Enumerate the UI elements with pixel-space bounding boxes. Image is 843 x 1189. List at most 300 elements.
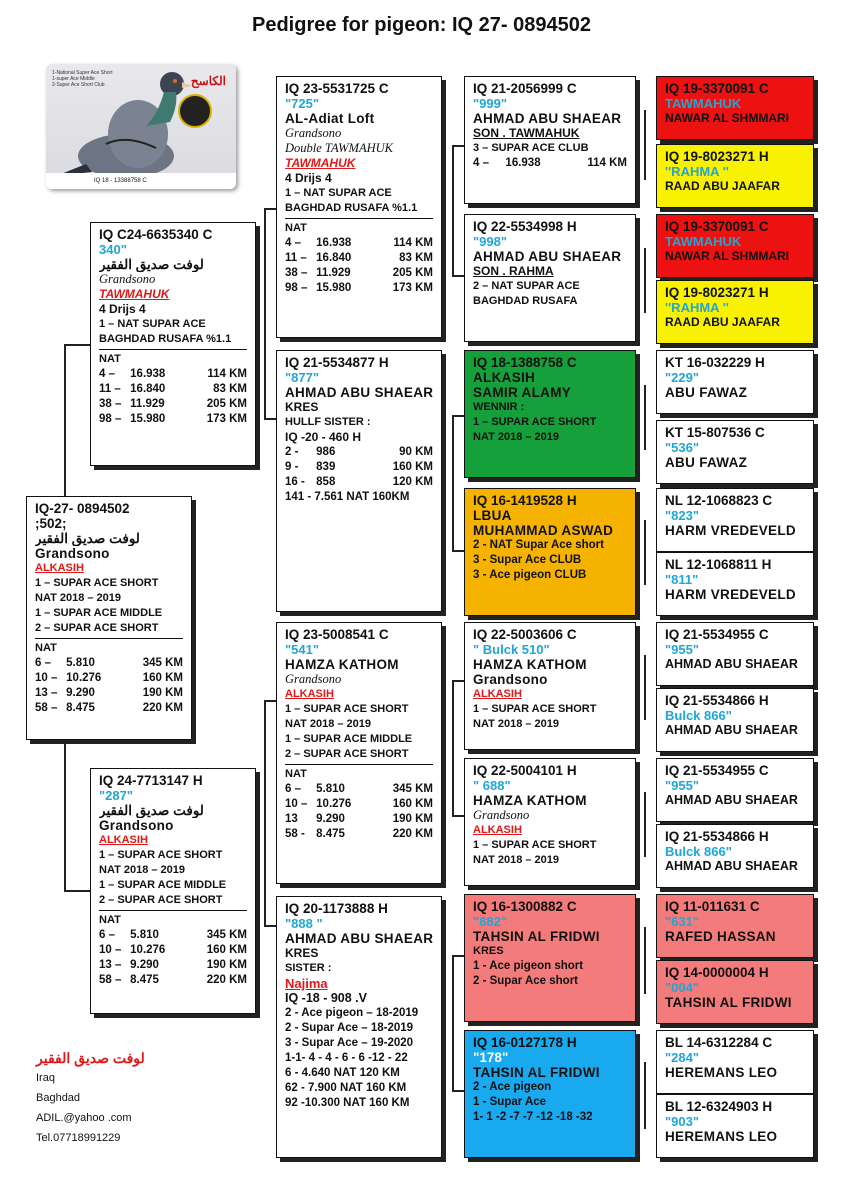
pigeon-code: "888 " <box>285 916 323 931</box>
pigeon-name: AHMAD ABU SHAEAR <box>473 111 622 126</box>
pigeon-name: TAHSIN AL FRIDWI <box>473 929 600 944</box>
photo-line: 1-National Super Ace Short <box>52 70 113 76</box>
ring-number: KT 15-807536 C <box>665 425 765 440</box>
result: 2 - Supar Ace – 18-2019 <box>285 1022 414 1034</box>
gen4-card[interactable] <box>656 894 814 958</box>
sister-label: HULLF SISTER : <box>285 416 371 428</box>
coef: 5.810 <box>316 783 345 795</box>
result: 2 – SUPAR ACE SHORT <box>99 894 223 906</box>
nat-label: NAT <box>99 353 121 365</box>
nat-label: NAT <box>285 768 307 780</box>
dist: 205 KM <box>206 398 247 410</box>
pigeon-owner: HEREMANS LEO <box>665 1129 778 1144</box>
result: 1 – SUPAR ACE SHORT <box>35 577 159 589</box>
rank: 11 – <box>99 383 121 395</box>
gen4-card[interactable] <box>656 552 814 616</box>
nat-row <box>99 367 247 382</box>
result: NAT 2018 – 2019 <box>473 854 560 866</box>
gen4-card[interactable] <box>656 420 814 484</box>
result: 2 – NAT SUPAR ACE <box>473 280 580 292</box>
gen3-card[interactable] <box>464 488 636 616</box>
pigeon-code: "998" <box>473 234 508 249</box>
coef: 5.810 <box>130 929 159 941</box>
coef: 16.938 <box>505 157 541 169</box>
connector <box>264 208 276 210</box>
gen4-card[interactable] <box>656 76 814 140</box>
pigeon-owner: AHMAD ABU SHAEAR <box>665 657 798 671</box>
result: NAT 2018 – 2019 <box>473 431 560 443</box>
ring-number: BL 14-6312284 C <box>665 1035 773 1050</box>
dist: 220 KM <box>142 702 183 714</box>
nat-row <box>99 973 247 988</box>
ring-number: IQ-27- 0894502 <box>35 501 130 516</box>
result: BAGHDAD RUSAFA %1.1 <box>285 202 418 214</box>
pigeon-code: "903" <box>665 1114 700 1129</box>
connector <box>644 792 646 857</box>
pigeon-code: 340" <box>99 242 127 257</box>
dist: 205 KM <box>392 267 433 279</box>
ring-number: IQ 23-5008541 C <box>285 627 389 642</box>
pigeon-owner: TAHSIN AL FRIDWI <box>665 995 792 1010</box>
pigeon-name: LBUA <box>473 508 512 523</box>
loft-name: لوفت صديق الفقير <box>99 257 204 272</box>
pigeon-code: "536" <box>665 440 700 455</box>
line-name: TAWMAHUK <box>99 287 170 301</box>
nat-row <box>99 397 247 412</box>
pigeon-name: HAMZA KATHOM <box>285 657 399 672</box>
gen3-card[interactable] <box>464 76 636 204</box>
pigeon-owner: AHMAD ABU SHAEAR <box>665 793 798 807</box>
pigeon-code: "955" <box>665 778 700 793</box>
coef: 9.290 <box>316 813 345 825</box>
nat-row <box>99 412 247 427</box>
ring-number: IQ 21-5534877 H <box>285 355 389 370</box>
gen4-card[interactable] <box>656 1094 814 1158</box>
relation: Grandsono <box>473 672 548 687</box>
gen4-card[interactable] <box>656 960 814 1024</box>
ring-number: IQ 24-7713147 H <box>99 773 203 788</box>
relation: Grandsono <box>285 672 342 686</box>
result: 1 – SUPAR ACE SHORT <box>473 416 597 428</box>
connector <box>644 1062 646 1129</box>
nat-row <box>35 671 183 686</box>
coef: 839 <box>316 461 336 473</box>
line-name: ALKASIH <box>99 834 148 846</box>
divider <box>99 910 247 911</box>
rank: 16 - <box>285 476 305 488</box>
ring-number: IQ 11-011631 C <box>665 899 760 914</box>
result: 1-1- 4 - 4 - 6 - 6 -12 - 22 <box>285 1052 408 1064</box>
ring-number: IQ C24-6635340 C <box>99 227 213 242</box>
nat-row <box>285 266 433 281</box>
ring-number: IQ 23-5531725 C <box>285 81 389 96</box>
ring-number: IQ 21-5534955 C <box>665 763 769 778</box>
result: 1- 1 -2 -7 -7 -12 -18 -32 <box>473 1111 593 1123</box>
pigeon-code: "882" <box>473 914 508 929</box>
rank: 58 – <box>99 974 122 986</box>
pigeon-code: "287" <box>99 788 134 803</box>
rank: 58 – <box>35 702 58 714</box>
result: 2 - Ace pigeon – 18-2019 <box>285 1007 419 1019</box>
connector <box>644 655 646 720</box>
ring-number: IQ 19-3370091 C <box>665 219 769 234</box>
result: 2 - NAT Supar Ace short <box>473 539 604 551</box>
dist: 114 KM <box>587 157 627 169</box>
pigeon-owner: ABU FAWAZ <box>665 385 748 400</box>
ring-number: BL 12-6324903 H <box>665 1099 773 1114</box>
rank: 10 – <box>35 672 58 684</box>
pigeon-name: HAMZA KATHOM <box>473 793 587 808</box>
relation: Grandsono <box>99 818 174 833</box>
result: 1 – SUPAR ACE SHORT <box>473 839 597 851</box>
coef: 10.276 <box>316 798 352 810</box>
pigeon-owner: SAMIR ALAMY <box>473 385 572 400</box>
ring-number: IQ 18-1388758 C <box>473 355 577 370</box>
dist: 345 KM <box>142 657 183 669</box>
rank: 13 – <box>99 959 122 971</box>
rank: 4 – <box>99 368 115 380</box>
dist: 160 KM <box>392 798 433 810</box>
result: 92 -10.300 NAT 160 KM <box>285 1097 410 1109</box>
result: 1 - Ace pigeon short <box>473 960 584 972</box>
ring-number: IQ 19-8023271 H <box>665 149 769 164</box>
line-name: Double TAWMAHUK <box>285 141 393 155</box>
rank: 98 – <box>285 282 308 294</box>
gen4-card[interactable] <box>656 688 814 752</box>
connector <box>264 925 276 927</box>
line-name: TAWMAHUK <box>285 156 356 170</box>
pigeon-name: AHMAD ABU SHAEAR <box>285 931 433 946</box>
drijs: 4 Drijs 4 <box>285 171 332 185</box>
ring-number: IQ 19-8023271 H <box>665 285 769 300</box>
result: 2 – SUPAR ACE SHORT <box>285 748 409 760</box>
result: 6 - 4.640 NAT 120 KM <box>285 1067 400 1079</box>
drijs: 4 Drijs 4 <box>99 302 146 316</box>
son-of: SON . RAHMA <box>473 264 554 278</box>
result: 1 – NAT SUPAR ACE <box>285 187 392 199</box>
gen4-card[interactable] <box>656 280 814 344</box>
connector <box>452 955 464 957</box>
ring-number: IQ 20-1173888 H <box>285 901 388 916</box>
connector <box>452 955 454 1090</box>
coef: 11.929 <box>316 267 351 279</box>
sister-name: Najima <box>285 976 328 991</box>
pigeon-code: " Bulck 510" <box>473 642 550 657</box>
nat-row <box>285 281 433 296</box>
coef: 16.840 <box>316 252 352 264</box>
pigeon-name: HAMZA KATHOM <box>473 657 587 672</box>
gen4-card[interactable] <box>656 622 814 686</box>
gen3-card[interactable] <box>464 758 636 886</box>
nat-label: NAT <box>285 222 307 234</box>
pigeon-code: "284" <box>665 1050 700 1065</box>
relation: Grandsono <box>285 126 342 140</box>
contact-info <box>36 1048 145 1148</box>
result: 3 - Ace pigeon CLUB <box>473 569 587 581</box>
connector <box>644 110 646 180</box>
coef: 8.475 <box>66 702 95 714</box>
connector <box>452 145 464 147</box>
connector <box>452 550 464 552</box>
nat-row <box>285 797 433 812</box>
pigeon-photo <box>46 64 236 189</box>
gen4-card[interactable] <box>656 1030 814 1094</box>
result: 141 - 7.561 NAT 160KM <box>285 491 410 503</box>
rank: 6 – <box>35 657 51 669</box>
gen4-card[interactable] <box>656 144 814 208</box>
dam-card[interactable] <box>90 768 256 1014</box>
result: 2 – SUPAR ACE SHORT <box>35 622 159 634</box>
pigeon-owner: RAAD ABU JAAFAR <box>665 315 780 329</box>
pigeon-owner: RAAD ABU JAAFAR <box>665 179 780 193</box>
grandsire-maternal-card[interactable] <box>276 622 442 884</box>
dist: 160 KM <box>142 672 183 684</box>
rank: 10 – <box>99 944 122 956</box>
photo-line: 2-Super Ace Short Club <box>52 82 105 88</box>
nat-row <box>99 958 247 973</box>
pigeon-code: "541" <box>285 642 320 657</box>
connector <box>452 1090 464 1092</box>
son-of: SON . TAWMAHUK <box>473 126 580 140</box>
ring-number: IQ 14-0000004 H <box>665 965 769 980</box>
coef: 15.980 <box>316 282 352 294</box>
nat-row <box>35 656 183 671</box>
sister-ring: IQ -20 - 460 H <box>285 430 362 444</box>
connector <box>452 415 454 550</box>
pigeon-code: "725" <box>285 96 320 111</box>
connector <box>264 208 266 418</box>
dist: 173 KM <box>206 413 247 425</box>
pigeon-owner: HARM VREDEVELD <box>665 523 796 538</box>
coef: 9.290 <box>130 959 159 971</box>
kres: KRES <box>285 400 319 414</box>
result: KRES <box>473 945 504 957</box>
granddam-paternal-card[interactable] <box>276 350 442 612</box>
ring-number: IQ 22-5003606 C <box>473 627 577 642</box>
sister-label: SISTER : <box>285 962 332 974</box>
rank: 11 – <box>285 252 307 264</box>
divider <box>285 218 433 219</box>
pigeon-code: "999" <box>473 96 508 111</box>
result: 2 - Supar Ace short <box>473 975 579 987</box>
kres: KRES <box>285 946 319 960</box>
result: 1 – NAT SUPAR ACE <box>99 318 206 330</box>
pigeon-code: TAWMAHUK <box>665 234 742 249</box>
dist: 114 KM <box>207 368 247 380</box>
connector <box>452 680 454 815</box>
page-title: Pedigree for pigeon: IQ 27- 0894502 <box>251 14 591 36</box>
dist: 114 KM <box>393 237 433 249</box>
result: NAT 2018 – 2019 <box>35 592 122 604</box>
dist: 220 KM <box>206 974 247 986</box>
connector <box>64 344 66 496</box>
nat-row <box>285 475 433 490</box>
ring-number: IQ 21-2056999 C <box>473 81 577 96</box>
dist: 190 KM <box>206 959 247 971</box>
pigeon-owner: HARM VREDEVELD <box>665 587 796 602</box>
ring-number: IQ 21-5534866 H <box>665 829 769 844</box>
pigeon-code: TAWMAHUK <box>665 96 742 111</box>
gen3-card[interactable] <box>464 894 636 1022</box>
result: NAT 2018 – 2019 <box>99 864 186 876</box>
divider <box>285 764 433 765</box>
gen4-card[interactable] <box>656 214 814 278</box>
pigeon-owner: RAFED HASSAN <box>665 929 776 944</box>
result: NAT 2018 – 2019 <box>473 718 560 730</box>
coef: 15.980 <box>130 413 166 425</box>
rank: 38 – <box>99 398 122 410</box>
coef: 858 <box>316 476 336 488</box>
rank: 4 – <box>285 237 301 249</box>
photo-ring: IQ 18 - 13388758 C <box>46 173 236 189</box>
pigeon-code: ''RAHMA '' <box>665 164 729 179</box>
ring-number: NL 12-1068823 C <box>665 493 773 508</box>
pigeon-code: "631" <box>665 914 700 929</box>
dist: 345 KM <box>392 783 433 795</box>
connector <box>264 700 276 702</box>
line-name: ALKASIH <box>285 688 334 700</box>
grandsire-paternal-card[interactable] <box>276 76 442 338</box>
line-name: ALKASIH <box>473 688 522 700</box>
connector <box>64 890 92 892</box>
connector <box>452 815 464 817</box>
result: WENNIR : <box>473 401 525 413</box>
connector <box>452 415 464 417</box>
pigeon-owner: AHMAD ABU SHAEAR <box>665 859 798 873</box>
line-name: ALKASIH <box>473 824 522 836</box>
rank: 38 – <box>285 267 308 279</box>
coef: 16.938 <box>130 368 166 380</box>
result: 2 - Ace pigeon <box>473 1081 552 1093</box>
ring-number: IQ 21-5534866 H <box>665 693 769 708</box>
pigeon-code: "955" <box>665 642 700 657</box>
pigeon-owner: NAWAR AL SHMMARI <box>665 111 789 125</box>
pigeon-name: AHMAD ABU SHAEAR <box>473 249 622 264</box>
pigeon-owner: MUHAMMAD ASWAD <box>473 523 614 538</box>
pigeon-code: "823" <box>665 508 700 523</box>
gen3-card[interactable] <box>464 214 636 342</box>
relation: Grandsono <box>35 546 110 561</box>
result: 1 – SUPAR ACE MIDDLE <box>285 733 413 745</box>
result: 1 – SUPAR ACE MIDDLE <box>99 879 227 891</box>
rank: 4 – <box>473 157 489 169</box>
result: 1 - Supar Ace <box>473 1096 547 1108</box>
gen3-card[interactable] <box>464 622 636 750</box>
result: 3 - Supar Ace – 19-2020 <box>285 1037 414 1049</box>
subject-card[interactable] <box>26 496 192 740</box>
pigeon-owner: ABU FAWAZ <box>665 455 748 470</box>
ring-number: IQ 16-1300882 C <box>473 899 577 914</box>
coef: 8.475 <box>130 974 159 986</box>
pigeon-name: AHMAD ABU SHAEAR <box>285 385 433 400</box>
result: 1 – SUPAR ACE SHORT <box>473 703 597 715</box>
pigeon-owner: AHMAD ABU SHAEAR <box>665 723 798 737</box>
nat-label: NAT <box>99 914 121 926</box>
gen4-card[interactable] <box>656 488 814 552</box>
connector <box>264 418 276 420</box>
nat-row <box>285 251 433 266</box>
connector <box>644 520 646 585</box>
ring-number: NL 12-1068811 H <box>665 557 772 572</box>
ring-number: IQ 19-3370091 C <box>665 81 769 96</box>
gen3-card[interactable] <box>464 1030 636 1158</box>
result: 3 – SUPAR ACE CLUB <box>473 142 589 154</box>
dist: 190 KM <box>142 687 183 699</box>
dist: 220 KM <box>392 828 433 840</box>
nat-row <box>35 701 183 716</box>
coef: 16.938 <box>316 237 352 249</box>
pigeon-name: ALKASIH <box>473 370 536 385</box>
pigeon-code: Bulck 866" <box>665 708 732 723</box>
dist: 83 KM <box>213 383 247 395</box>
telephone[interactable]: Tel.07718991229 <box>36 1132 121 1144</box>
pigeon-code: Bulck 866" <box>665 844 732 859</box>
nat-row <box>285 782 433 797</box>
result: NAT 2018 – 2019 <box>285 718 372 730</box>
gen4-card[interactable] <box>656 758 814 822</box>
result: 1 – SUPAR ACE SHORT <box>285 703 409 715</box>
coef: 8.475 <box>316 828 345 840</box>
line-name: ALKASIH <box>35 562 84 574</box>
relation: Grandsono <box>99 272 156 286</box>
dist: 120 KM <box>392 476 433 488</box>
pigeon-code: " 688" <box>473 778 511 793</box>
result: 62 - 7.900 NAT 160 KM <box>285 1082 407 1094</box>
sire-card[interactable] <box>90 222 256 466</box>
rank: 2 - <box>285 446 299 458</box>
pigeon-code: "178" <box>473 1050 509 1065</box>
loft-name: لوفت صديق الفقير <box>36 1050 145 1066</box>
rank: 9 - <box>285 461 299 473</box>
coef: 10.276 <box>130 944 166 956</box>
dist: 83 KM <box>399 252 433 264</box>
pigeon-name: TAHSIN AL FRIDWI <box>473 1065 600 1080</box>
divider <box>99 349 247 350</box>
nat-row <box>35 686 183 701</box>
nat-row <box>285 445 433 460</box>
dist: 345 KM <box>206 929 247 941</box>
email[interactable]: ADIL.@yahoo .com <box>36 1112 132 1124</box>
result: 3 - Supar Ace CLUB <box>473 554 582 566</box>
coef: 986 <box>316 446 336 458</box>
pigeon-code: "004" <box>665 980 700 995</box>
coef: 5.810 <box>66 657 95 669</box>
pigeon-code: "877" <box>285 370 320 385</box>
divider <box>35 638 183 639</box>
pigeon-owner: HEREMANS LEO <box>665 1065 778 1080</box>
connector <box>64 740 66 890</box>
connector <box>264 700 266 925</box>
nat-row <box>285 812 433 827</box>
gen3-card[interactable] <box>464 350 636 478</box>
connector <box>644 927 646 994</box>
gen4-card[interactable] <box>656 824 814 888</box>
relation: Grandsono <box>473 808 530 822</box>
ring-number: IQ 21-5534955 C <box>665 627 769 642</box>
result: 1 – SUPAR ACE SHORT <box>99 849 223 861</box>
granddam-maternal-card[interactable] <box>276 896 442 1158</box>
gen4-card[interactable] <box>656 350 814 414</box>
nat-row <box>285 236 433 251</box>
dist: 90 KM <box>399 446 433 458</box>
ring-number: KT 16-032229 H <box>665 355 765 370</box>
medal-icon <box>178 94 212 128</box>
pigeon-code: ''RAHMA '' <box>665 300 729 315</box>
rank: 13 – <box>35 687 58 699</box>
pigeon-code: "811" <box>665 572 699 587</box>
coef: 11.929 <box>130 398 165 410</box>
dist: 173 KM <box>392 282 433 294</box>
